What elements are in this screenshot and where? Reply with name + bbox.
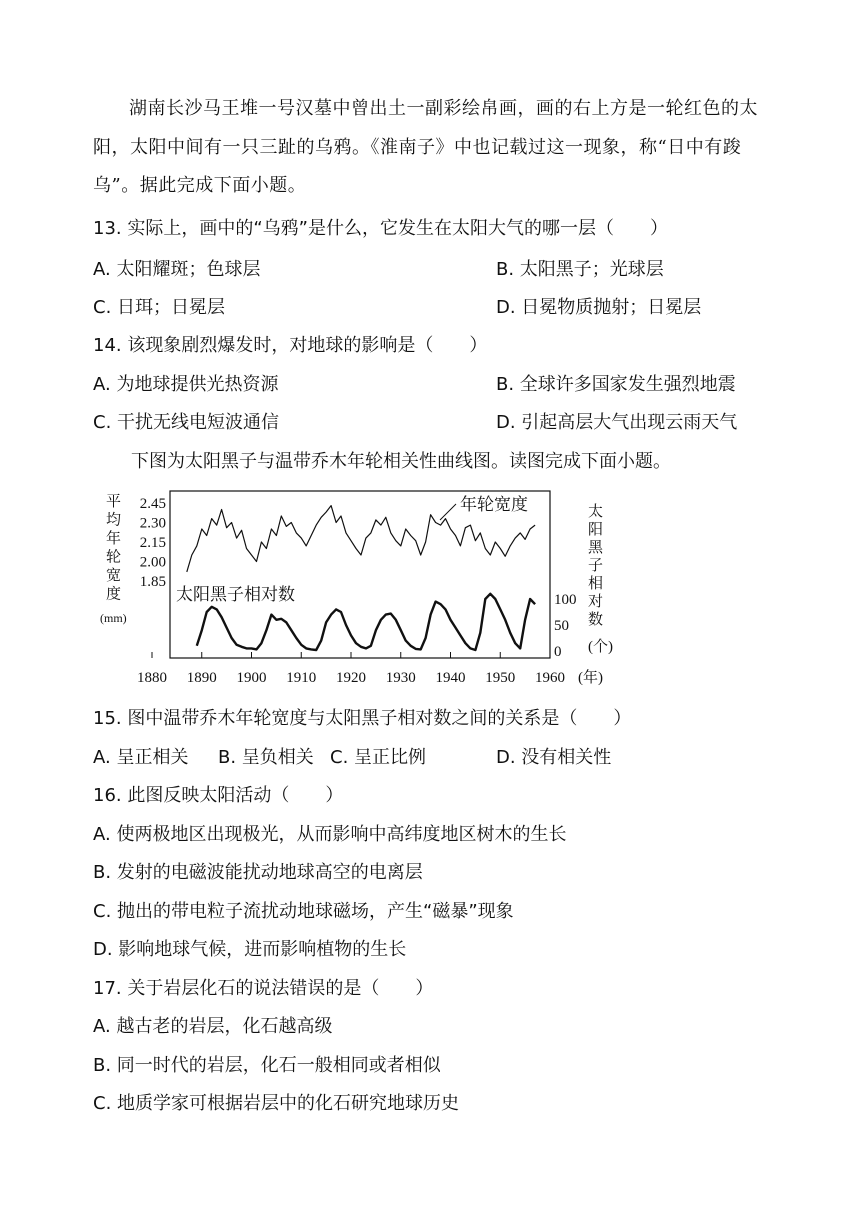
right-tick-label: 50 — [554, 618, 569, 634]
right-axis-label-char: 黑 — [588, 540, 604, 556]
question-14-option-d[interactable]: D. 引起高层大气出现云雨天气 — [496, 412, 738, 433]
right-tick-label: 0 — [554, 644, 562, 660]
right-axis-label-char: 数 — [588, 612, 604, 628]
question-16-option-c[interactable]: C. 抛出的带电粒子流扰动地球磁场，产生“磁暴”现象 — [93, 901, 514, 922]
question-17-stem: 17. 关于岩层化石的说法错误的是（ ） — [93, 978, 434, 999]
question-15-option-c[interactable]: C. 呈正比例 — [330, 747, 427, 768]
question-14-stem: 14. 该现象剧烈爆发时，对地球的影响是（ ） — [93, 335, 488, 356]
question-16-option-a[interactable]: A. 使两极地区出现极光，从而影响中高纬度地区树木的生长 — [93, 824, 567, 845]
question-15-option-d[interactable]: D. 没有相关性 — [496, 747, 612, 768]
left-tick-label: 2.45 — [139, 496, 166, 512]
passage-intro-2: 下图为太阳黑子与温带乔木年轮相关性曲线图。读图完成下面小题。 — [131, 451, 671, 472]
right-axis-label-char: 子 — [588, 558, 604, 574]
question-13-option-d[interactable]: D. 日冕物质抛射；日冕层 — [496, 297, 702, 318]
x-tick-label: 1950 — [485, 670, 516, 686]
series-label-sunspot: 太阳黑子相对数 — [176, 585, 295, 604]
question-15-option-b[interactable]: B. 呈负相关 — [218, 747, 314, 768]
left-axis-label-char: 均 — [106, 512, 122, 529]
question-16-option-d[interactable]: D. 影响地球气候，进而影响植物的生长 — [93, 939, 407, 960]
question-14-option-c[interactable]: C. 干扰无线电短波通信 — [93, 412, 280, 433]
question-14-option-a[interactable]: A. 为地球提供光热资源 — [93, 374, 279, 395]
plot-frame — [170, 491, 550, 658]
left-tick-label: 2.00 — [139, 554, 166, 571]
left-axis-label-char: 轮 — [106, 549, 122, 566]
left-axis-label — [106, 493, 121, 603]
question-17-option-a[interactable]: A. 越古老的岩层，化石越高级 — [93, 1016, 333, 1037]
right-axis-label — [588, 503, 604, 628]
right-axis-label-char: 相 — [588, 576, 604, 592]
tree-ring-series-line — [187, 506, 535, 572]
x-tick-label: 1940 — [435, 670, 466, 686]
x-tick-label: 1880 — [137, 670, 167, 686]
sunspot-tree-ring-chart — [100, 486, 640, 691]
x-tick-label: 1930 — [385, 670, 416, 686]
question-17-option-c[interactable]: C. 地质学家可根据岩层中的化石研究地球历史 — [93, 1093, 460, 1114]
x-tick-label: 1920 — [336, 670, 366, 686]
left-axis-label-char: 平 — [106, 494, 122, 510]
left-tick-label: 2.15 — [139, 535, 166, 551]
x-tick-label: 1960 — [535, 670, 565, 686]
question-14-option-b[interactable]: B. 全球许多国家发生强烈地震 — [496, 374, 736, 395]
question-15-stem: 15. 图中温带乔木年轮宽度与太阳黑子相对数之间的关系是（ ） — [93, 708, 632, 729]
x-tick-label: 1910 — [286, 670, 317, 686]
passage-intro-1: 湖南长沙马王堆一号汉墓中曾出土一副彩绘帛画，画的右上方是一轮红色的太阳，太阳中间有一只三趾的乌鸦。《淮南子》中也记载过这一现象，称“日中有踆乌”。据此完成下面小题。 — [93, 98, 758, 196]
question-13-option-a[interactable]: A. 太阳耀斑；色球层 — [93, 259, 261, 280]
left-axis-label-char: 年 — [106, 531, 122, 547]
right-axis-label-char: 阳 — [588, 522, 604, 538]
left-tick-label: 2.30 — [139, 515, 166, 532]
x-axis-unit: (年) — [578, 670, 603, 686]
question-17-option-b[interactable]: B. 同一时代的岩层，化石一般相同或者相似 — [93, 1055, 441, 1076]
question-15-option-a[interactable]: A. 呈正相关 — [93, 747, 189, 768]
leader-line-tree-ring — [440, 504, 456, 520]
left-tick-label: 1.85 — [139, 574, 166, 590]
x-tick-label: 1890 — [186, 670, 217, 686]
right-axis-unit: (个) — [588, 639, 613, 655]
question-13-option-b[interactable]: B. 太阳黑子；光球层 — [496, 259, 664, 280]
left-axis-label-char: 度 — [106, 586, 122, 603]
question-13-option-c[interactable]: C. 日珥；日冕层 — [93, 297, 226, 318]
series-label-tree-ring: 年轮宽度 — [460, 495, 528, 514]
series-lines — [187, 506, 535, 650]
right-axis-label-char: 对 — [588, 594, 604, 610]
question-16-stem: 16. 此图反映太阳活动（ ） — [93, 785, 344, 806]
question-13-stem: 13. 实际上，画中的“乌鸦”是什么，它发生在太阳大气的哪一层（ ） — [93, 218, 668, 239]
left-axis-label-char: 宽 — [106, 568, 122, 584]
question-16-option-b[interactable]: B. 发射的电磁波能扰动地球高空的电离层 — [93, 862, 423, 883]
left-axis-unit: (mm) — [100, 611, 127, 625]
right-tick-label: 100 — [554, 592, 577, 608]
right-axis-label-char: 太 — [588, 504, 604, 520]
x-tick-label: 1900 — [236, 670, 267, 686]
